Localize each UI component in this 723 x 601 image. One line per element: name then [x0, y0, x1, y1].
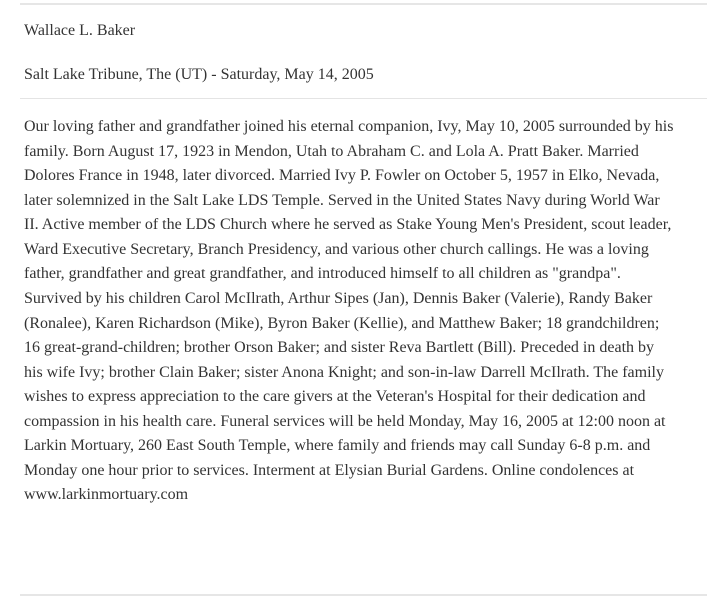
obituary-body-line: (Ronalee), Karen Richardson (Mike), Byron Baker (Kellie), and Matthew Baker; 18 grandchildren; [24, 314, 660, 332]
top-divider [20, 3, 707, 5]
obituary-body-line: Dolores France in 1948, later divorced. Married Ivy P. Fowler on October 5, 1957 in Elko, Nevada, [24, 167, 660, 185]
obituary-body [24, 115, 710, 508]
obituary-body-line: Ward Executive Secretary, Branch Presidency, and various other church callings. He was a loving [24, 240, 649, 258]
bottom-divider [20, 594, 707, 596]
obituary-body-line: Larkin Mortuary, 260 East South Temple, where family and friends may call Sunday 6-8 p.m. and [24, 437, 651, 455]
deceased-name: Wallace L. Baker [24, 22, 136, 39]
publication-source: Salt Lake Tribune, The (UT) - Saturday, May 14, 2005 [24, 66, 374, 83]
condolences-link-text: www.larkinmortuary.com [24, 486, 189, 504]
obituary-body-line: Survived by his children Carol McIlrath, Arthur Sipes (Jan), Dennis Baker (Valerie), Randy Baker [24, 289, 653, 307]
obituary-body-line: II. Active member of the LDS Church where he served as Stake Young Men's President, scout leader, [24, 216, 672, 234]
obituary-body-line: Our loving father and grandfather joined his eternal companion, Ivy, May 10, 2005 surrounded by his [24, 118, 674, 135]
obituary-body-line: 16 great-grand-children; brother Orson Baker; and sister Reva Bartlett (Bill). Preceded in death by [24, 339, 655, 357]
obituary-body-line: wishes to express appreciation to the care givers at the Veteran's Hospital for their dedication and [24, 388, 646, 406]
header-divider [20, 98, 707, 99]
obituary-body-line: later solemnized in the Salt Lake LDS Temple. Served in the United States Navy during World War [24, 191, 660, 209]
obituary-body-line: compassion in his health care. Funeral services will be held Monday, May 16, 2005 at 12:00 noon at [24, 412, 666, 430]
obituary-body-line: his wife Ivy; brother Clain Baker; sister Anona Knight; and son-in-law Darrell McIlrath. The family [24, 363, 664, 381]
obituary-body-line: father, grandfather and great grandfather, and introduced himself to all children as "grandpa". [24, 265, 621, 283]
obituary-body-line: Monday one hour prior to services. Interment at Elysian Burial Gardens. Online condolences at [24, 461, 635, 479]
obituary-body-line: family. Born August 17, 1923 in Mendon, Utah to Abraham C. and Lola A. Pratt Baker. Married [24, 142, 639, 160]
